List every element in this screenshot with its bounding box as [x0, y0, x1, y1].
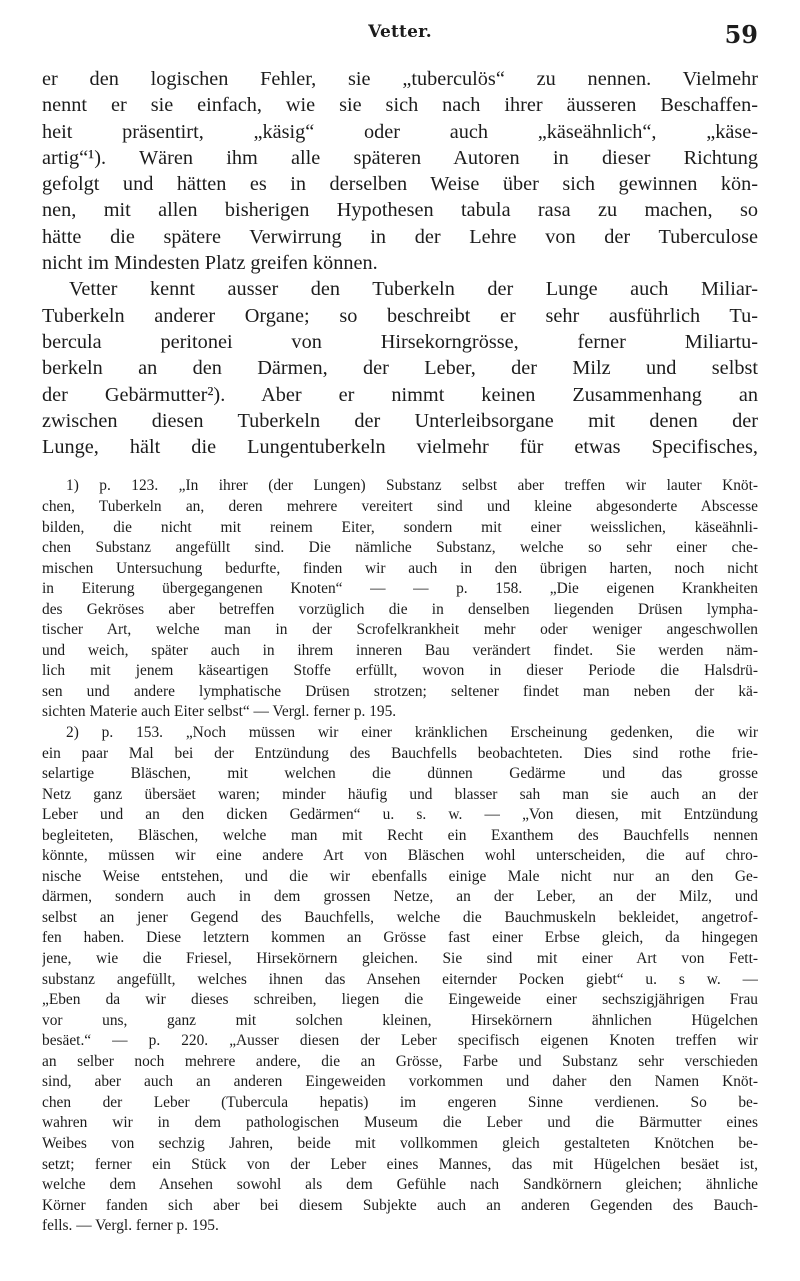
footnote-line: Leber und an den dicken Gedärmen“ u. s. w. — „Von diesen, mit Entzündung: [42, 806, 758, 824]
text-line: berkeln an den Därmen, der Leber, der Milz und selbst: [42, 357, 758, 380]
footnote-line: Netz ganz übersäet waren; minder häufig und blasser sah man sie auch an der: [42, 785, 758, 803]
footnote-line: setzt; ferner ein Stück von der Leber eines Mannes, das mit Hügelchen besäet ist,: [42, 1155, 758, 1173]
text-line: er den logischen Fehler, sie „tuberculös“ zu nennen. Vielmehr: [42, 68, 758, 90]
footnote-line: besäet.“ — p. 220. „Ausser diesen der Leber specifisch eigenen Knoten treffen wir: [42, 1032, 758, 1050]
text-line: artig“¹). Wären ihm alle späteren Autoren in dieser Richtung: [42, 146, 758, 169]
footnote-line: Körner fanden sich aber bei diesem Subjekte auch an anderen Gegenden des Bauch-: [42, 1196, 758, 1214]
footnote-line: substanz angefüllt, welches ihnen das Ansehen eiternder Pocken giebt“ u. s w. —: [42, 970, 758, 988]
footnote-line: ein paar Mal bei der Entzündung des Bauchfells beobachteten. Dies sind rothe frie-: [42, 744, 758, 762]
footnote-line: und weich, später auch in ihrem inneren Bau verändert findet. Sie werden näm-: [42, 641, 758, 659]
text-line: Vetter kennt ausser den Tuberkeln der Lunge auch Miliar-: [69, 278, 758, 301]
text-line: Tuberkeln anderer Organe; so beschreibt er sehr ausführlich Tu-: [42, 304, 758, 327]
footnote-line: bilden, die nicht mit reinem Eiter, sondern mit einer weisslichen, käseähnli-: [42, 518, 758, 536]
footnote-line: chen, Tuberkeln an, deren mehrere vereitert sind und kleine abgesonderte Abscesse: [42, 498, 758, 515]
footnote-line: chen der Leber (Tubercula hepatis) im engeren Sinne verdienen. So be-: [42, 1093, 758, 1111]
text-line: hätte die spätere Verwirrung in der Lehre von der Tuberculose: [42, 225, 758, 248]
paragraph-1: [42, 66, 758, 276]
footnote-line: vor uns, ganz mit solchen kleinen, Hirsekörnern ähnlichen Hügelchen: [42, 1011, 758, 1029]
text-line: zwischen diesen Tuberkeln der Unterleibsorgane mit denen der: [42, 409, 758, 432]
footnote-line: könnte, müssen wir eine andere Art von Bläschen wohl unterscheiden, die auf chro-: [42, 847, 758, 865]
text-line: Lunge, hält die Lungentuberkeln vielmehr für etwas Specifisches,: [42, 436, 758, 459]
footnote-line: in Eiterung übergegangenen Knoten“ — — p. 158. „Die eigenen Krankheiten: [42, 580, 758, 598]
text-line: nen, mit allen bisherigen Hypothesen tabula rasa zu machen, so: [42, 199, 758, 222]
footnote-2: [42, 723, 758, 1237]
footnote-line: Weibes von sechzig Jahren, beide mit vollkommen gleich gestalteten Knötchen be-: [42, 1134, 758, 1152]
footnote-line: „Eben da wir dieses schreiben, liegen die Eingeweide einer sechszigjährigen Frau: [42, 991, 758, 1009]
footnote-line: des Gekröses aber betreffen vorzüglich die in denselben liegenden Drüsen lympha-: [42, 600, 758, 618]
page-number: 59: [724, 20, 758, 49]
footnote-line: 2) p. 153. „Noch müssen wir einer kränklichen Erscheinung gedenken, die wir: [66, 724, 758, 742]
footnotes: [42, 476, 758, 1236]
footnote-1: [42, 476, 758, 723]
footnote-line: wahren wir in dem pathologischen Museum die Leber und die Bärmutter eines: [42, 1114, 758, 1132]
footnote-line: begleiteten, Bläschen, welche man mit Recht ein Exanthem des Bauchfells nennen: [42, 826, 758, 844]
footnote-line: sichten Materie auch Eiter selbst“ — Vergl. ferner p. 195.: [42, 703, 397, 721]
footnote-line: fells. — Vergl. ferner p. 195.: [42, 1217, 219, 1235]
running-head: [42, 20, 758, 60]
text-line: bercula peritonei von Hirsekorngrösse, ferner Miliartu-: [42, 330, 758, 353]
footnote-line: selartige Bläschen, mit welchen die dünnen Gedärme und das grosse: [42, 765, 758, 783]
footnote-line: därmen, sondern auch in dem grossen Netze, an der Leber, an der Milz, und: [42, 888, 758, 906]
paragraph-2: [42, 276, 758, 460]
footnote-line: an selber noch mehrere andere, die an Grösse, Farbe und Substanz sehr verschieden: [42, 1052, 758, 1070]
main-text: [42, 66, 758, 460]
text-line: nicht im Mindesten Platz greifen können.: [42, 252, 378, 275]
footnote-line: sen und andere lymphatische Drüsen strotzen; seltener findet man neben der kä-: [42, 682, 758, 700]
footnote-line: 1) p. 123. „In ihrer (der Lungen) Substanz selbst aber treffen wir lauter Knöt-: [66, 477, 758, 495]
text-line: der Gebärmutter²). Aber er nimmt keinen Zusammenhang an: [42, 383, 758, 406]
footnote-line: welche dem Ansehen sowohl als dem Gefühle nach Sandkörnern gleichen; ähnliche: [42, 1176, 758, 1194]
footnote-line: tischer Art, welche man in der Scrofelkrankheit mehr oder weniger angeschwollen: [42, 621, 758, 639]
footnote-line: jene, wie die Friesel, Hirsekörnern gleichen. Sie sind mit einer Art von Fett-: [42, 950, 758, 968]
footnote-line: selbst an jener Gegend des Bauchfells, welche die Bauchmuskeln bekleidet, angetrof-: [42, 908, 758, 926]
running-title: Vetter.: [368, 22, 432, 42]
footnote-line: fen haben. Diese letztern kommen an Grösse fast einer Erbse gleich, da hingegen: [42, 929, 758, 947]
footnote-line: mischen Untersuchung bedurfte, finden wir auch in den übrigen harten, noch nicht: [42, 559, 758, 577]
text-line: heit präsentirt, „käsig“ oder auch „käseähnlich“, „käse-: [42, 120, 758, 143]
footnote-line: lich mit jenem käseartigen Stoffe erfüllt, wovon in dieser Periode die Halsdrü-: [42, 662, 758, 680]
footnote-line: chen Substanz angefüllt sind. Die nämliche Substanz, welche so sehr einer che-: [42, 539, 758, 557]
text-line: nennt er sie einfach, wie sie sich nach ihrer äusseren Beschaffen-: [42, 94, 758, 117]
footnote-line: nische Weise entstehen, und die wir ebenfalls einige Male nicht nur an den Ge-: [42, 867, 758, 885]
text-line: gefolgt und hätten es in derselben Weise über sich gewinnen kön-: [42, 173, 758, 196]
footnote-line: sind, aber auch an anderen Eingeweiden vorkommen und daher den Namen Knöt-: [42, 1073, 758, 1091]
